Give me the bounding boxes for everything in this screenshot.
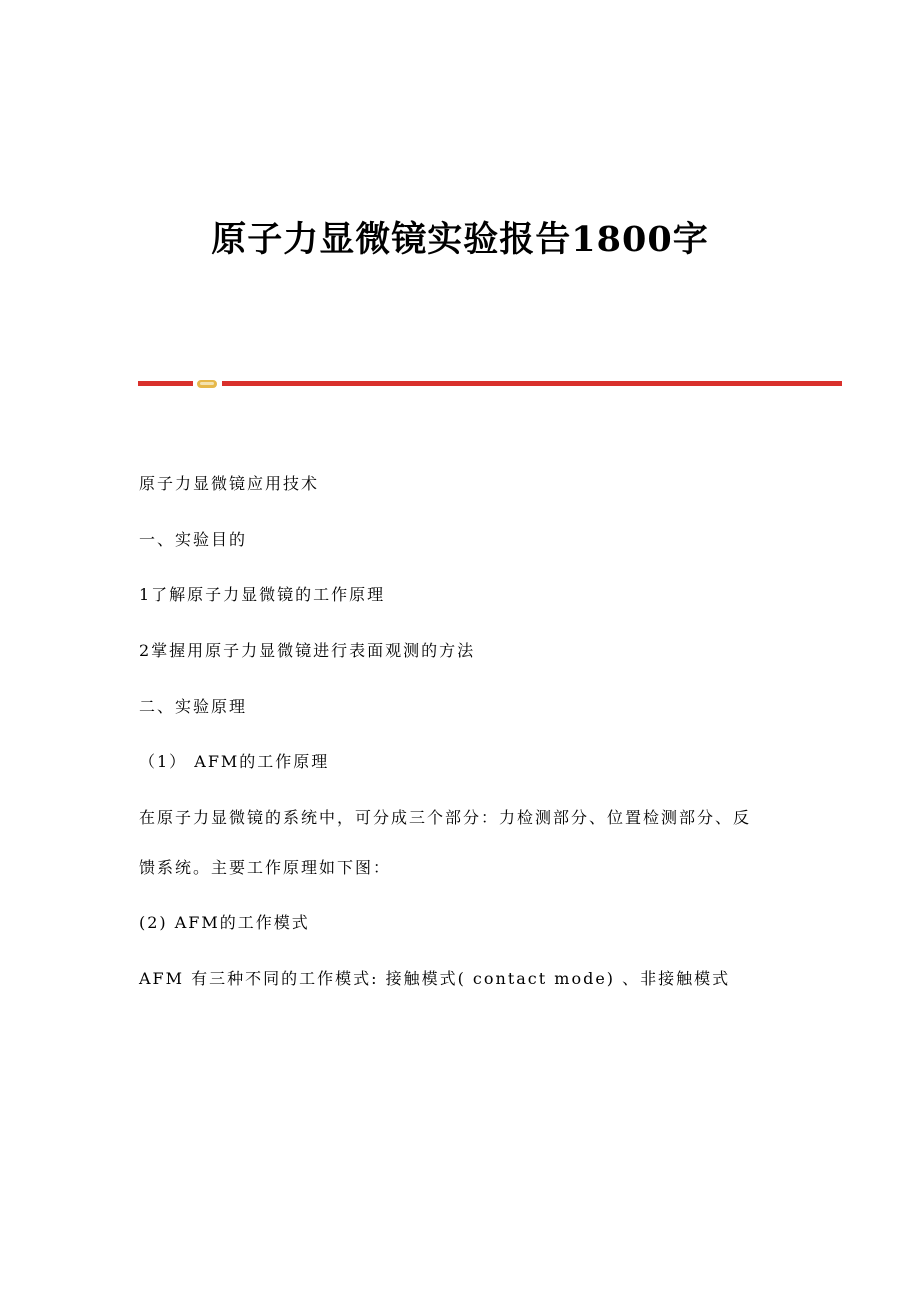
- subtitle-line: 原子力显微镜应用技术: [139, 474, 320, 493]
- list-item: 2掌握用原子力显微镜进行表面观测的方法: [139, 641, 476, 660]
- subsection-heading: (2) AFM的工作模式: [139, 913, 310, 932]
- divider-left-segment: [138, 381, 193, 386]
- divider-right-segment: [222, 381, 842, 386]
- paragraph-line: AFM 有三种不同的工作模式: 接触模式( contact mode) 、非接触模式: [139, 969, 731, 988]
- divider-ornament-icon: [197, 380, 217, 388]
- paragraph-line: 馈系统。主要工作原理如下图：: [139, 858, 392, 877]
- section-heading: 二、实验原理: [139, 697, 248, 716]
- paragraph-line: 在原子力显微镜的系统中，可分成三个部分：力检测部分、位置检测部分、反: [139, 808, 752, 827]
- document-title: 原子力显微镜实验报告1800字: [211, 219, 709, 260]
- section-heading: 一、实验目的: [139, 530, 248, 549]
- title-divider: [138, 380, 842, 388]
- list-item: 1了解原子力显微镜的工作原理: [139, 585, 386, 604]
- subsection-heading: （1） AFM的工作原理: [139, 752, 330, 771]
